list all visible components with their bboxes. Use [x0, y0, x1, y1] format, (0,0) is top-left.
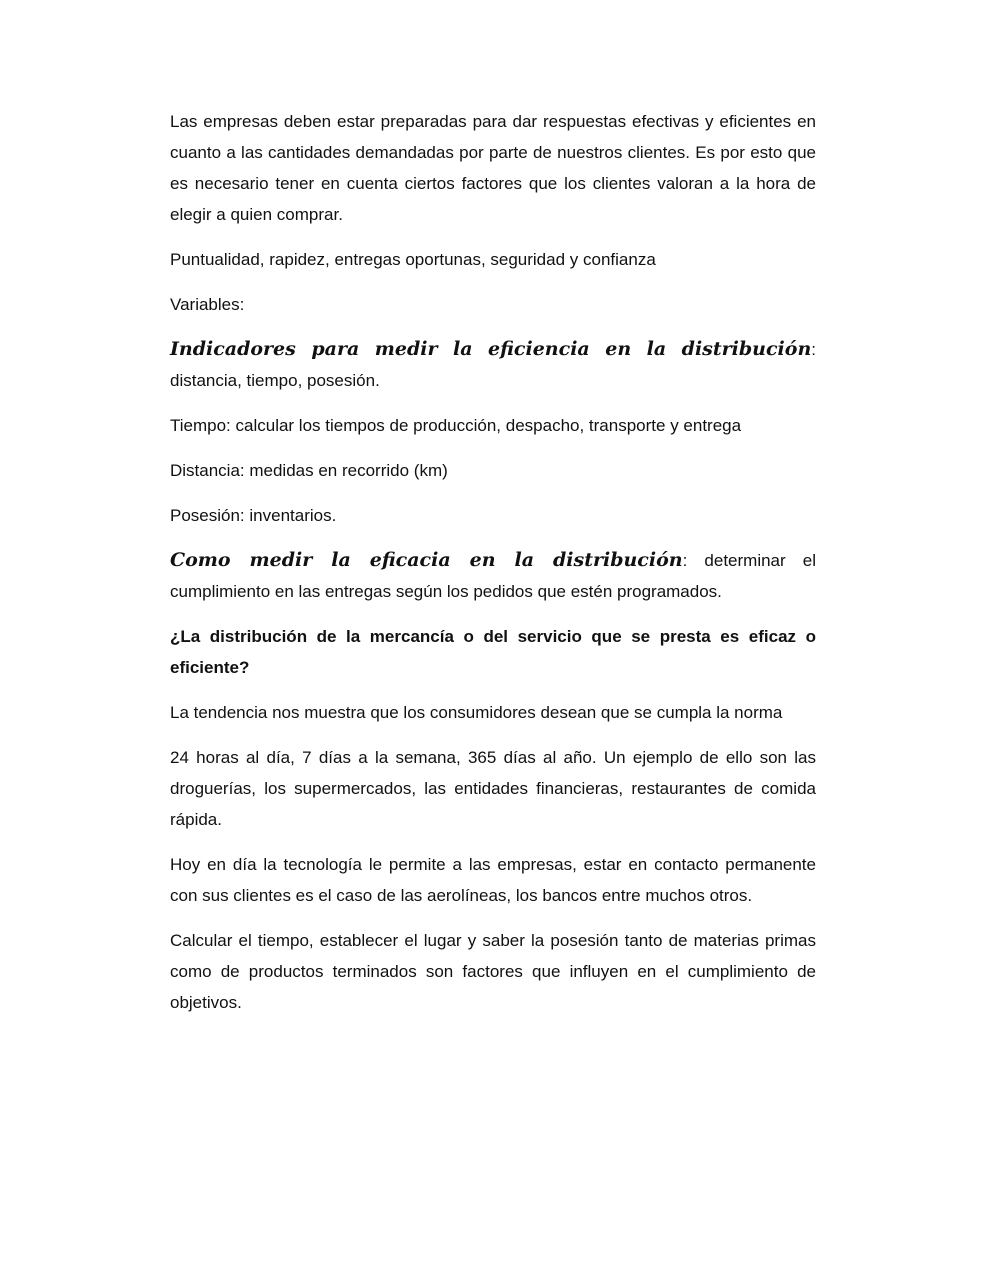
tiempo-paragraph: Tiempo: calcular los tiempos de producción, despacho, transporte y entrega [170, 416, 742, 435]
intro-paragraph: Las empresas deben estar preparadas para dar respuestas efectivas y eficientes en cuanto a las cantidades demandadas por parte de nuestros clientes. Es por esto que es necesario tener en cuenta ciertos factores que los clientes valoran a la hora de elegir a quien comprar. [170, 112, 816, 224]
document-page [170, 106, 816, 1032]
factors-paragraph: Puntualidad, rapidez, entregas oportunas, seguridad y confianza [170, 250, 656, 269]
horas-paragraph: 24 horas al día, 7 días a la semana, 365 días al año. Un ejemplo de ello son las droguerías, los supermercados, las entidades financieras, restaurantes de comida rápida. [170, 748, 816, 829]
tendencia-paragraph: La tendencia nos muestra que los consumidores desean que se cumpla la norma [170, 703, 783, 722]
calcular-paragraph: Calcular el tiempo, establecer el lugar y saber la posesión tanto de materias primas como de productos terminados son factores que influyen en el cumplimiento de objetivos. [170, 931, 816, 1012]
eficacia-heading: Como medir la eficacia en la distribución [170, 549, 683, 571]
tecnologia-paragraph: Hoy en día la tecnología le permite a las empresas, estar en contacto permanente con sus clientes es el caso de las aerolíneas, los bancos entre muchos otros. [170, 855, 816, 905]
question-paragraph: ¿La distribución de la mercancía o del servicio que se presta es eficaz o eficiente? [170, 627, 816, 677]
indicators-paragraph [170, 334, 816, 396]
indicators-heading: Indicadores para medir la eficiencia en la distribución [170, 338, 812, 360]
variables-label: Variables: [170, 295, 245, 314]
distancia-paragraph: Distancia: medidas en recorrido (km) [170, 461, 448, 480]
eficacia-paragraph [170, 545, 816, 607]
posesion-paragraph: Posesión: inventarios. [170, 506, 337, 525]
indicators-text: : distancia, tiempo, posesión. [170, 340, 816, 390]
eficacia-text: : determinar el cumplimiento en las entregas según los pedidos que estén programados. [170, 551, 816, 601]
